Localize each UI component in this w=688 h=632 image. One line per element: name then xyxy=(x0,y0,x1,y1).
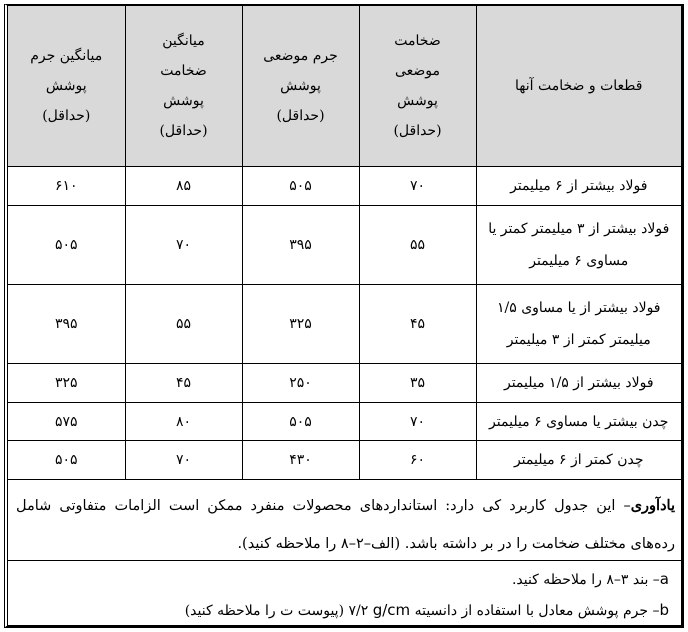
header-avg-thickness xyxy=(125,6,242,167)
footnotes xyxy=(8,562,681,628)
header-row xyxy=(8,6,681,167)
cell-avg-mass: ۵۰۵ xyxy=(8,206,125,285)
cell-local-mass: ۲۵۰ xyxy=(242,364,359,403)
header-line: ضخامت xyxy=(160,63,207,79)
header-line: جرم موضعی xyxy=(263,48,338,64)
cell-local-thickness: ۷۰ xyxy=(359,403,476,441)
table-row xyxy=(8,403,681,441)
header-line: پوشش xyxy=(280,78,321,94)
part-line: مساوی ۶ میلیمتر xyxy=(529,253,629,269)
header-part xyxy=(476,6,681,167)
header-line: (حداقل) xyxy=(159,123,208,139)
cell-local-mass: ۴۳۰ xyxy=(242,441,359,480)
header-line: پوشش xyxy=(163,93,204,109)
header-line: میانگین xyxy=(162,33,205,49)
part-line: چدن کمتر از ۶ میلیمتر xyxy=(513,452,644,468)
table-row xyxy=(8,364,681,403)
part-line: میلیمتر کمتر از ۳ میلیمتر xyxy=(506,332,651,348)
cell-local-thickness: ۴۵ xyxy=(359,285,476,364)
table-note xyxy=(8,481,681,561)
header-line: (حداقل) xyxy=(276,108,325,124)
cell-part xyxy=(476,206,681,285)
cell-avg-thickness: ۴۵ xyxy=(125,364,242,403)
cell-part xyxy=(476,364,681,403)
header-avg-mass xyxy=(8,6,125,167)
cell-local-mass: ۳۲۵ xyxy=(242,285,359,364)
cell-local-thickness: ۳۵ xyxy=(359,364,476,403)
table-row xyxy=(8,206,681,285)
cell-avg-mass: ۵۰۵ xyxy=(8,441,125,480)
footnote-a-label: a xyxy=(659,570,669,588)
part-line: چدن بیشتر یا مساوی ۶ میلیمتر xyxy=(489,413,669,430)
cell-local-mass: ۳۹۵ xyxy=(242,206,359,285)
note-text: – این جدول کاربرد کی دارد: استانداردهای محصولات منفرد ممکن است الزامات متفاوتی شامل رده‌های مختلف ضخامت را در بر داشته باشد. (الف–۲–۸ را ملاحظه کنید). xyxy=(16,498,675,552)
footnote-b xyxy=(20,595,669,626)
footnote-b-text-after: ۷/۲ (پیوست ت را ملاحظه کنید) xyxy=(184,603,373,619)
cell-avg-mass: ۶۱۰ xyxy=(8,167,125,206)
cell-avg-thickness: ۵۵ xyxy=(125,285,242,364)
cell-avg-thickness: ۸۰ xyxy=(125,403,242,441)
header-line: پوشش xyxy=(45,78,87,94)
cell-local-thickness: ۶۰ xyxy=(359,441,476,480)
cell-avg-mass: ۳۹۵ xyxy=(8,285,125,364)
cell-local-thickness: ۷۰ xyxy=(359,167,476,206)
part-line: فولاد بیشتر از ۳ میلیمتر کمتر یا xyxy=(488,221,670,237)
cell-part xyxy=(476,441,681,480)
footnote-a xyxy=(20,564,669,595)
cell-avg-thickness: ۷۰ xyxy=(125,441,242,480)
header-line: موضعی xyxy=(394,63,441,79)
header-line: پوشش xyxy=(397,93,438,109)
cell-local-mass: ۵۰۵ xyxy=(242,403,359,441)
part-line: فولاد بیشتر از ۶ میلیمتر xyxy=(510,178,648,194)
cell-avg-thickness: ۸۵ xyxy=(125,167,242,206)
header-part-label: قطعات و ضخامت آنها xyxy=(515,78,643,94)
header-line: (حداقل) xyxy=(42,108,91,124)
table-row xyxy=(8,441,681,480)
note-label: یادآوری xyxy=(630,497,675,514)
cell-part xyxy=(476,403,681,441)
header-line: میانگین جرم xyxy=(30,48,103,64)
footnote-b-text: – جرم پوشش معادل با استفاده از دانسیته xyxy=(410,603,660,619)
footnote-a-text: – بند ۳–۸ را ملاحظه کنید. xyxy=(511,572,660,588)
coating-requirements-table xyxy=(8,6,681,480)
coating-table-frame xyxy=(4,4,684,628)
table-row xyxy=(8,285,681,364)
footnote-b-unit: g/cm xyxy=(372,601,411,619)
part-line: فولاد بیشتر از یا مساوی ۱/۵ xyxy=(496,300,661,316)
cell-avg-thickness: ۷۰ xyxy=(125,206,242,285)
cell-avg-mass: ۳۲۵ xyxy=(8,364,125,403)
header-local-thickness xyxy=(359,6,476,167)
cell-local-mass: ۵۰۵ xyxy=(242,167,359,206)
cell-local-thickness: ۵۵ xyxy=(359,206,476,285)
cell-part xyxy=(476,285,681,364)
cell-part xyxy=(476,167,681,206)
header-line: ضخامت xyxy=(394,33,441,49)
table-row xyxy=(8,167,681,206)
footnote-b-label: b xyxy=(659,601,669,619)
cell-avg-mass: ۵۷۵ xyxy=(8,403,125,441)
header-local-mass xyxy=(242,6,359,167)
header-line: (حداقل) xyxy=(393,123,442,139)
part-line: فولاد بیشتر از ۱/۵ میلیمتر xyxy=(503,375,654,391)
